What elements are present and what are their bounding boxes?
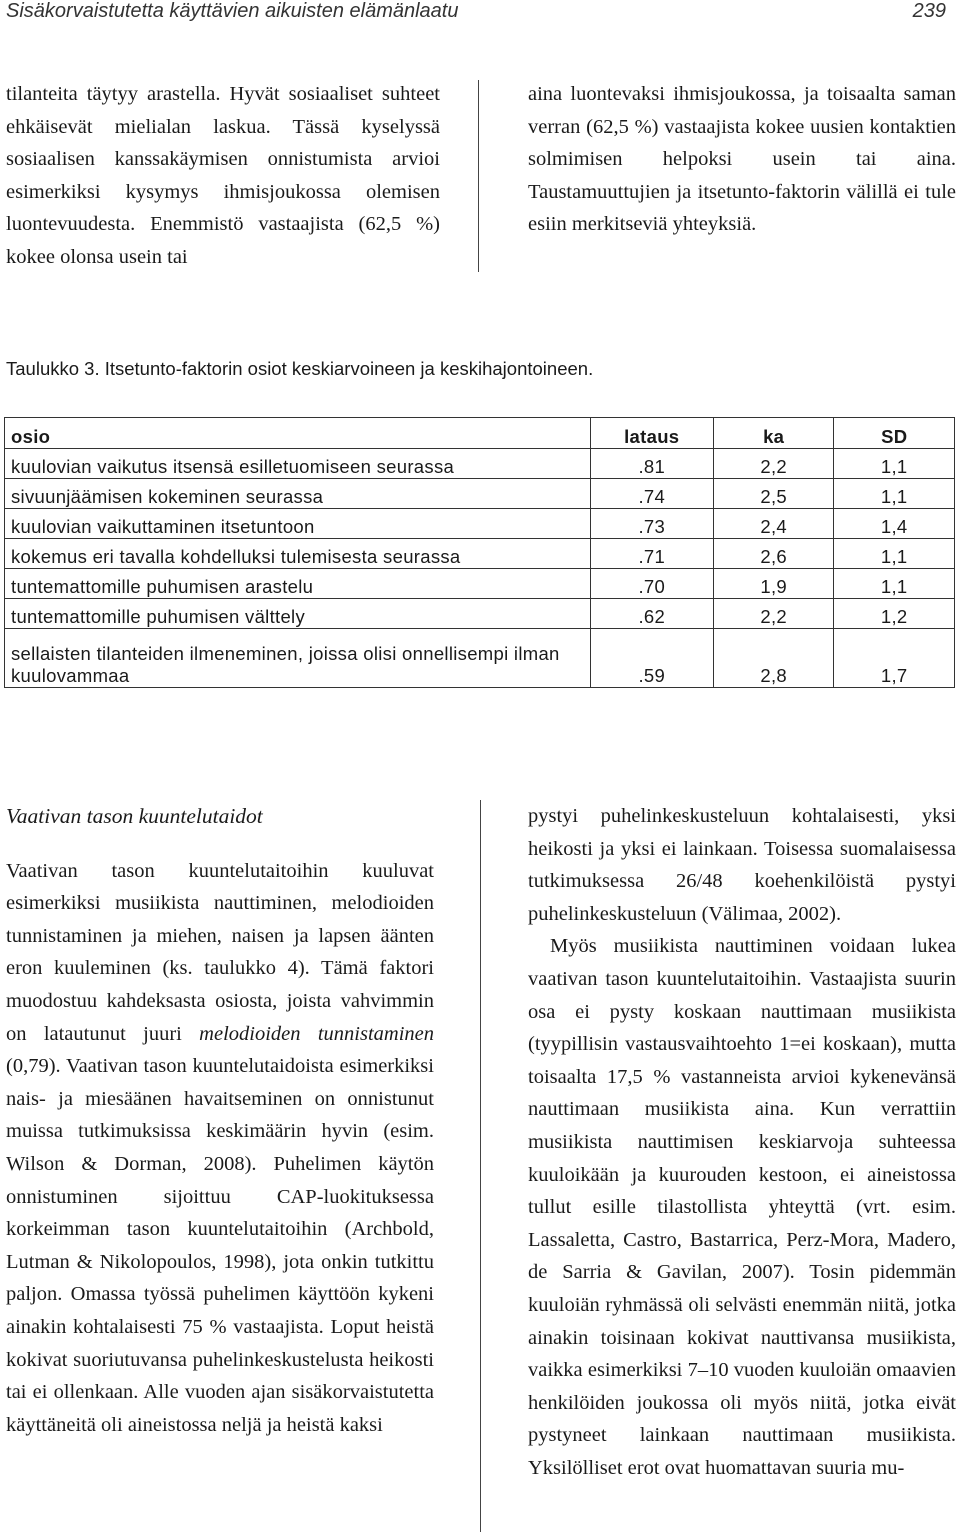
table-row bbox=[5, 539, 955, 569]
cell-osio: kokemus eri tavalla kohdelluksi tulemisesta seurassa bbox=[5, 539, 591, 569]
cell-sd: 1,1 bbox=[834, 569, 955, 599]
cell-lataus: .74 bbox=[590, 479, 713, 509]
table-header-row bbox=[5, 418, 955, 449]
header-osio: osio bbox=[5, 418, 591, 449]
bottom-left-column bbox=[6, 800, 434, 1441]
cell-osio: tuntemattomille puhumisen välttely bbox=[5, 599, 591, 629]
cell-ka: 2,4 bbox=[713, 509, 834, 539]
cell-sd: 1,7 bbox=[834, 629, 955, 688]
section-heading: Vaativan tason kuuntelutaidot bbox=[6, 804, 263, 828]
cell-lataus: .59 bbox=[590, 629, 713, 688]
column-divider-top bbox=[478, 80, 479, 272]
emphasis-term: melodioiden tunnistaminen bbox=[199, 1022, 434, 1045]
cell-osio: kuulovian vaikuttaminen itsetuntoon bbox=[5, 509, 591, 539]
cell-lataus: .70 bbox=[590, 569, 713, 599]
table-row bbox=[5, 449, 955, 479]
cell-osio: sivuunjäämisen kokeminen seurassa bbox=[5, 479, 591, 509]
data-table bbox=[4, 417, 955, 688]
table-row bbox=[5, 509, 955, 539]
cell-lataus: .62 bbox=[590, 599, 713, 629]
top-right-paragraph: aina luontevaksi ihmisjoukossa, ja toisaalta saman verran (62,5 %) vastaajista kokee uusien kontaktien solmimisen helpoksi usein tai aina. Taustamuuttujien ja itsetunto-faktorin välillä ei tule esiin merkitseviä yhteyksiä. bbox=[528, 83, 956, 236]
cell-ka: 2,6 bbox=[713, 539, 834, 569]
table-row bbox=[5, 599, 955, 629]
cell-sd: 1,4 bbox=[834, 509, 955, 539]
running-header bbox=[6, 0, 950, 26]
table-caption: Taulukko 3. Itsetunto-faktorin osiot keskiarvoineen ja keskihajontoineen. bbox=[6, 358, 594, 379]
header-sd: SD bbox=[834, 418, 955, 449]
cell-lataus: .73 bbox=[590, 509, 713, 539]
cell-sd: 1,1 bbox=[834, 539, 955, 569]
bottom-right-paragraph-2: Myös musiikista nauttiminen voidaan lukea vaativan tason kuuntelutaitoihin. Vastaajista suurin osa ei pysty koskaan nauttimaan musiikista (tyypillisin vastausvaihtoehto 1=ei koskaan), mutta toisaalta 17,5 % vastanneista arvioi kykenevänsä nauttimaan musiikista aina. Kun verrattiin musiikista nauttimisen keskiarvoja suhteessa kuuloikään ja kuurouden kestoon, ei aineistossa tullut esille tilastollista yhteyttä (vrt. esim. Lassaletta, Castro, Bastarrica, Perz-Mora, Madero, de Sarria & Gavilan, 2007). Tosin pidemmän kuuloiän ryhmässä oli selvästi enemmän niitä, jotka ainakin toisinaan kokivat nauttivansa musiikista, vaikka esimerkiksi 7–10 vuoden kuuloiän omaavien henkilöiden joukossa oli myös niitä, jotka eivät pystyneet lainkaan nauttimaan musiikista. Yksilölliset erot ovat huomattavan suuria mu- bbox=[528, 935, 956, 1479]
table-row bbox=[5, 479, 955, 509]
cell-ka: 2,2 bbox=[713, 599, 834, 629]
cell-lataus: .71 bbox=[590, 539, 713, 569]
cell-ka: 2,2 bbox=[713, 449, 834, 479]
column-divider-bottom bbox=[480, 800, 481, 1532]
cell-ka: 2,5 bbox=[713, 479, 834, 509]
top-left-paragraph: tilanteita täytyy arastella. Hyvät sosiaaliset suhteet ehkäisevät mielialan laskua. Tässä kyselyssä sosiaalisen kanssakäymisen onnistumista arvioi esimerkiksi kysymys ihmisjoukossa olemisen luontevuudesta. Enemmistö vastaajista (62,5 %) kokee olonsa usein tai bbox=[6, 83, 440, 268]
top-right-column bbox=[528, 78, 956, 241]
bottom-right-column bbox=[528, 800, 956, 1484]
page-number: 239 bbox=[912, 0, 946, 22]
running-title: Sisäkorvaistutetta käyttävien aikuisten elämänlaatu bbox=[6, 0, 459, 22]
cell-osio: tuntemattomille puhumisen arastelu bbox=[5, 569, 591, 599]
bottom-right-paragraph-1: pystyi puhelinkeskusteluun kohtalaisesti, yksi heikosti ja yksi ei lainkaan. Toisessa suomalaisessa tutkimuksessa 26/48 koehenkilöistä pystyi puhelinkeskusteluun (Välimaa, 2002). bbox=[528, 805, 956, 925]
cell-sd: 1,2 bbox=[834, 599, 955, 629]
cell-osio: sellaisten tilanteiden ilmeneminen, joissa olisi onnellisempi ilman kuulovammaa bbox=[5, 629, 591, 688]
top-left-column bbox=[6, 78, 440, 274]
paragraph-text-b: (0,79). Vaativan tason kuuntelutaidoista esimerkiksi nais- ja miesäänen havaitseminen on onnistunut muissa tutkimuksissa keskimäärin hyvin (esim. Wilson & Dorman, 2008). Puhelimen käytön onnistuminen sijoittuu CAP-luokituksessa korkeimman tason kuuntelutaitoihin (Archbold, Lutman & Nikolopoulos, 1998), jota onkin tutkittu paljon. Omassa työssä puhelimen käyttöön kykeni ainakin kohtalaisesti 75 % vastaajista. Loput heistä kokivat suoriutuvansa puhelinkeskustelusta heikosti tai ei ollenkaan. Alle vuoden ajan sisäkorvaistutetta käyttäneitä oli aineistossa neljä ja heistä kaksi bbox=[6, 1055, 434, 1436]
cell-sd: 1,1 bbox=[834, 479, 955, 509]
paragraph-text-a: Vaativan tason kuuntelutaitoihin kuuluvat esimerkiksi musiikista nauttiminen, melodioiden tunnistaminen ja miehen, naisen ja lapsen äänten eron kuuleminen (ks. taulukko 4). Tämä faktori muodostuu kahdeksasta osiosta, joista vahvimmin on latautunut juuri bbox=[6, 859, 434, 1045]
bottom-left-paragraph bbox=[6, 855, 434, 1442]
cell-osio: kuulovian vaikutus itsensä esilletuomiseen seurassa bbox=[5, 449, 591, 479]
table-row bbox=[5, 629, 955, 688]
table-row bbox=[5, 569, 955, 599]
cell-ka: 2,8 bbox=[713, 629, 834, 688]
cell-lataus: .81 bbox=[590, 449, 713, 479]
header-ka: ka bbox=[713, 418, 834, 449]
cell-ka: 1,9 bbox=[713, 569, 834, 599]
header-lataus: lataus bbox=[590, 418, 713, 449]
cell-sd: 1,1 bbox=[834, 449, 955, 479]
